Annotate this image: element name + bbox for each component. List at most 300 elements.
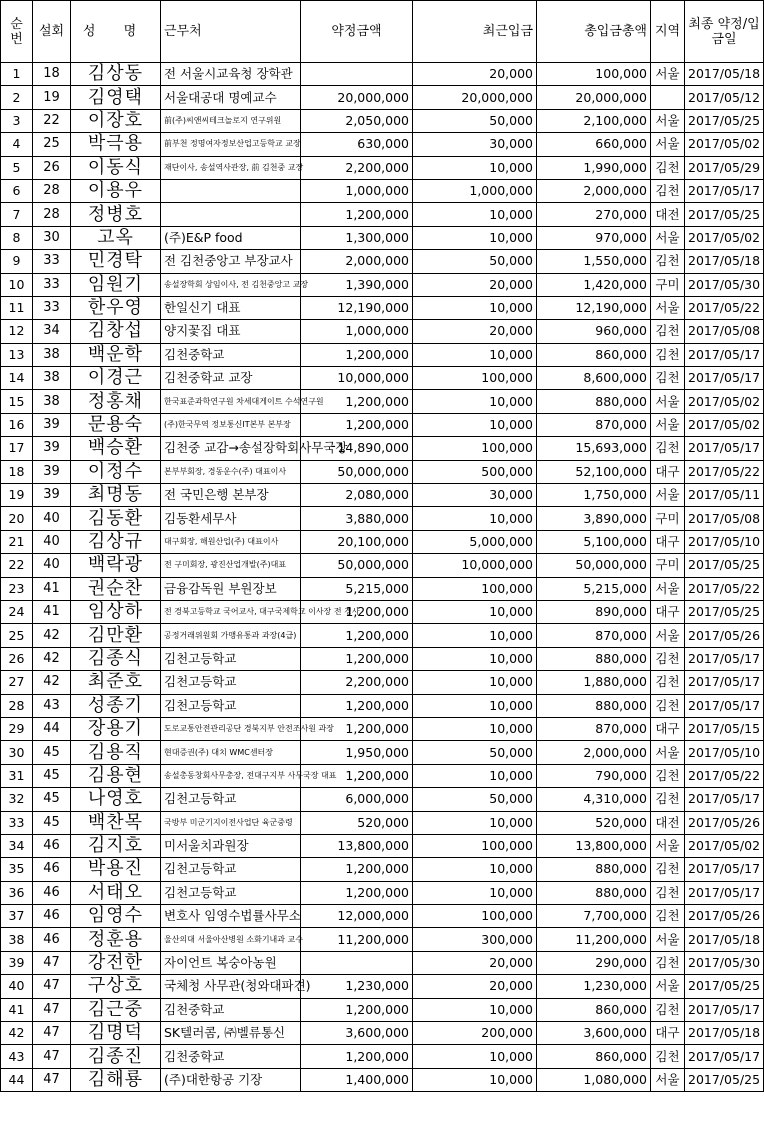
cell-region: 김천 xyxy=(651,998,685,1021)
cell-work: 전 구미회장, 광진산업개발(주)대표 xyxy=(161,554,301,577)
cell-name: 김용현 xyxy=(71,764,161,787)
cell-recent: 20,000 xyxy=(413,320,537,343)
cell-recent: 10,000 xyxy=(413,390,537,413)
cell-no: 37 xyxy=(1,905,33,928)
cell-cert: 45 xyxy=(33,788,71,811)
cell-name: 김영택 xyxy=(71,86,161,109)
cell-region: 서울 xyxy=(651,834,685,857)
table-body xyxy=(1,63,764,1092)
cell-date: 2017/05/02 xyxy=(685,133,764,156)
cell-no: 1 xyxy=(1,63,33,86)
cell-name: 이동식 xyxy=(71,156,161,179)
cell-pledge: 14,890,000 xyxy=(301,437,413,460)
cell-total: 100,000 xyxy=(537,63,651,86)
cell-no: 16 xyxy=(1,413,33,436)
cell-region: 대구 xyxy=(651,1022,685,1045)
cell-recent: 20,000 xyxy=(413,975,537,998)
cell-work: 한국표준과학연구원 차세대게이트 수석연구원 xyxy=(161,390,301,413)
cell-no: 4 xyxy=(1,133,33,156)
cell-work: 공정거래위원회 가맹유통과 과장(4급) xyxy=(161,624,301,647)
cell-recent: 20,000 xyxy=(413,951,537,974)
cell-pledge: 1,200,000 xyxy=(301,881,413,904)
table-row xyxy=(1,484,764,507)
cell-cert: 33 xyxy=(33,273,71,296)
table-row xyxy=(1,437,764,460)
cell-date: 2017/05/30 xyxy=(685,951,764,974)
table-row xyxy=(1,788,764,811)
cell-work: (주)대한항공 기장 xyxy=(161,1068,301,1091)
cell-name: 김용직 xyxy=(71,741,161,764)
table-row xyxy=(1,109,764,132)
cell-pledge xyxy=(301,63,413,86)
cell-work: 송설총동창회사무총장, 전대구지부 사무국장 대표 xyxy=(161,764,301,787)
cell-pledge: 1,200,000 xyxy=(301,343,413,366)
cell-pledge: 1,200,000 xyxy=(301,1045,413,1068)
cell-date: 2017/05/25 xyxy=(685,554,764,577)
cell-recent: 10,000 xyxy=(413,647,537,670)
cell-no: 3 xyxy=(1,109,33,132)
cell-name: 문용숙 xyxy=(71,413,161,436)
cell-date: 2017/05/26 xyxy=(685,811,764,834)
cell-recent: 10,000,000 xyxy=(413,554,537,577)
cell-region: 구미 xyxy=(651,273,685,296)
cell-pledge: 12,190,000 xyxy=(301,296,413,319)
cell-pledge: 1,200,000 xyxy=(301,203,413,226)
cell-region: 김천 xyxy=(651,367,685,390)
cell-recent: 10,000 xyxy=(413,156,537,179)
cell-no: 17 xyxy=(1,437,33,460)
cell-cert: 47 xyxy=(33,975,71,998)
cell-region: 대구 xyxy=(651,460,685,483)
cell-total: 970,000 xyxy=(537,226,651,249)
cell-name: 이장호 xyxy=(71,109,161,132)
cell-region: 대구 xyxy=(651,600,685,623)
cell-date: 2017/05/17 xyxy=(685,647,764,670)
table-row xyxy=(1,367,764,390)
cell-no: 28 xyxy=(1,694,33,717)
cell-cert: 22 xyxy=(33,109,71,132)
cell-date: 2017/05/10 xyxy=(685,741,764,764)
cell-total: 870,000 xyxy=(537,717,651,740)
cell-date: 2017/05/15 xyxy=(685,717,764,740)
cell-cert: 28 xyxy=(33,179,71,202)
cell-total: 870,000 xyxy=(537,624,651,647)
cell-date: 2017/05/17 xyxy=(685,694,764,717)
cell-cert: 18 xyxy=(33,63,71,86)
cell-cert: 44 xyxy=(33,717,71,740)
cell-date: 2017/05/11 xyxy=(685,484,764,507)
cell-total: 1,230,000 xyxy=(537,975,651,998)
cell-cert: 30 xyxy=(33,226,71,249)
cell-name: 김상동 xyxy=(71,63,161,86)
cell-region: 김천 xyxy=(651,694,685,717)
cell-recent: 5,000,000 xyxy=(413,530,537,553)
cell-work: 대구회장, 해원산업(주) 대표이사 xyxy=(161,530,301,553)
cell-work: 김천고등학교 xyxy=(161,788,301,811)
cell-no: 22 xyxy=(1,554,33,577)
cell-name: 김상규 xyxy=(71,530,161,553)
cell-region: 서울 xyxy=(651,109,685,132)
cell-date: 2017/05/08 xyxy=(685,507,764,530)
table-row xyxy=(1,741,764,764)
cell-date: 2017/05/22 xyxy=(685,296,764,319)
cell-recent: 100,000 xyxy=(413,905,537,928)
cell-name: 김만환 xyxy=(71,624,161,647)
cell-region: 서울 xyxy=(651,390,685,413)
cell-name: 박극용 xyxy=(71,133,161,156)
cell-date: 2017/05/17 xyxy=(685,998,764,1021)
cell-work: 김천중학교 xyxy=(161,343,301,366)
cell-cert: 46 xyxy=(33,905,71,928)
cell-cert: 47 xyxy=(33,1022,71,1045)
header-region: 지역 xyxy=(651,1,685,63)
cell-work: 자이언트 복숭아농원 xyxy=(161,951,301,974)
cell-date: 2017/05/02 xyxy=(685,390,764,413)
cell-cert: 38 xyxy=(33,367,71,390)
cell-pledge: 11,200,000 xyxy=(301,928,413,951)
cell-date: 2017/05/17 xyxy=(685,881,764,904)
cell-no: 25 xyxy=(1,624,33,647)
cell-date: 2017/05/17 xyxy=(685,671,764,694)
cell-no: 39 xyxy=(1,951,33,974)
cell-pledge: 1,200,000 xyxy=(301,413,413,436)
table-header-row xyxy=(1,1,764,63)
cell-name: 백승환 xyxy=(71,437,161,460)
cell-work: 김천중 교감→송설장학회사무국장 xyxy=(161,437,301,460)
table-row xyxy=(1,179,764,202)
header-work: 근무처 xyxy=(161,1,301,63)
cell-pledge: 1,300,000 xyxy=(301,226,413,249)
cell-pledge: 1,200,000 xyxy=(301,600,413,623)
cell-no: 18 xyxy=(1,460,33,483)
cell-recent: 10,000 xyxy=(413,717,537,740)
cell-cert: 46 xyxy=(33,858,71,881)
cell-no: 38 xyxy=(1,928,33,951)
cell-pledge: 1,400,000 xyxy=(301,1068,413,1091)
header-cert: 설회 xyxy=(33,1,71,63)
cell-region: 서울 xyxy=(651,975,685,998)
cell-cert: 47 xyxy=(33,998,71,1021)
table-row xyxy=(1,577,764,600)
cell-region: 대구 xyxy=(651,717,685,740)
cell-work: 미서울치과원장 xyxy=(161,834,301,857)
table-row xyxy=(1,156,764,179)
table-row xyxy=(1,600,764,623)
cell-recent: 50,000 xyxy=(413,741,537,764)
cell-work: 금융감독원 부원장보 xyxy=(161,577,301,600)
table-row xyxy=(1,694,764,717)
cell-name: 권순찬 xyxy=(71,577,161,600)
cell-date: 2017/05/30 xyxy=(685,273,764,296)
table-row xyxy=(1,226,764,249)
table-row xyxy=(1,86,764,109)
cell-region: 서울 xyxy=(651,63,685,86)
cell-pledge xyxy=(301,951,413,974)
cell-pledge: 2,080,000 xyxy=(301,484,413,507)
cell-pledge: 1,200,000 xyxy=(301,624,413,647)
cell-recent: 50,000 xyxy=(413,788,537,811)
cell-cert: 28 xyxy=(33,203,71,226)
cell-cert: 39 xyxy=(33,484,71,507)
cell-name: 최준호 xyxy=(71,671,161,694)
cell-no: 6 xyxy=(1,179,33,202)
cell-total: 1,080,000 xyxy=(537,1068,651,1091)
cell-date: 2017/05/12 xyxy=(685,86,764,109)
table-row xyxy=(1,63,764,86)
cell-pledge: 1,390,000 xyxy=(301,273,413,296)
cell-name: 임원기 xyxy=(71,273,161,296)
cell-recent: 100,000 xyxy=(413,367,537,390)
cell-name: 백락광 xyxy=(71,554,161,577)
cell-region: 서울 xyxy=(651,1068,685,1091)
cell-pledge: 630,000 xyxy=(301,133,413,156)
cell-work: 전 경북고등학교 국어교사, 대구국제학교 이사장 전 경사 xyxy=(161,600,301,623)
cell-total: 880,000 xyxy=(537,858,651,881)
cell-recent: 10,000 xyxy=(413,1045,537,1068)
cell-date: 2017/05/02 xyxy=(685,834,764,857)
cell-date: 2017/05/26 xyxy=(685,905,764,928)
cell-cert: 42 xyxy=(33,624,71,647)
cell-date: 2017/05/26 xyxy=(685,624,764,647)
cell-date: 2017/05/17 xyxy=(685,788,764,811)
cell-date: 2017/05/25 xyxy=(685,109,764,132)
cell-work: (주)E&P food xyxy=(161,226,301,249)
table-row xyxy=(1,834,764,857)
cell-pledge: 1,200,000 xyxy=(301,647,413,670)
table-row xyxy=(1,460,764,483)
table-row xyxy=(1,203,764,226)
cell-total: 960,000 xyxy=(537,320,651,343)
cell-cert: 38 xyxy=(33,343,71,366)
cell-total: 13,800,000 xyxy=(537,834,651,857)
cell-work: 국방부 미군기지이전사업단 육군중령 xyxy=(161,811,301,834)
cell-pledge: 20,000,000 xyxy=(301,86,413,109)
cell-work: 김천중학교 xyxy=(161,1045,301,1068)
cell-name: 민경탁 xyxy=(71,250,161,273)
cell-date: 2017/05/17 xyxy=(685,367,764,390)
cell-pledge: 12,000,000 xyxy=(301,905,413,928)
cell-name: 이경근 xyxy=(71,367,161,390)
cell-name: 김명덕 xyxy=(71,1022,161,1045)
cell-pledge: 1,200,000 xyxy=(301,717,413,740)
cell-name: 임상하 xyxy=(71,600,161,623)
cell-cert: 46 xyxy=(33,928,71,951)
cell-date: 2017/05/02 xyxy=(685,226,764,249)
cell-name: 김종진 xyxy=(71,1045,161,1068)
table-row xyxy=(1,811,764,834)
cell-total: 4,310,000 xyxy=(537,788,651,811)
cell-name: 성종기 xyxy=(71,694,161,717)
cell-recent: 20,000,000 xyxy=(413,86,537,109)
cell-total: 15,693,000 xyxy=(537,437,651,460)
cell-pledge: 1,000,000 xyxy=(301,179,413,202)
cell-total: 270,000 xyxy=(537,203,651,226)
cell-pledge: 1,950,000 xyxy=(301,741,413,764)
cell-name: 강전한 xyxy=(71,951,161,974)
cell-no: 40 xyxy=(1,975,33,998)
cell-no: 30 xyxy=(1,741,33,764)
cell-total: 860,000 xyxy=(537,1045,651,1068)
cell-work: 김천고등학교 xyxy=(161,858,301,881)
table-row xyxy=(1,507,764,530)
cell-pledge: 5,215,000 xyxy=(301,577,413,600)
cell-work: 김천중학교 교장 xyxy=(161,367,301,390)
cell-total: 11,200,000 xyxy=(537,928,651,951)
cell-total: 8,600,000 xyxy=(537,367,651,390)
cell-total: 1,990,000 xyxy=(537,156,651,179)
cell-region: 구미 xyxy=(651,554,685,577)
cell-cert: 40 xyxy=(33,554,71,577)
table-row xyxy=(1,530,764,553)
table-row xyxy=(1,998,764,1021)
cell-recent: 10,000 xyxy=(413,343,537,366)
cell-work: 전 국민은행 본부장 xyxy=(161,484,301,507)
cell-recent: 10,000 xyxy=(413,624,537,647)
cell-work: 김동환세무사 xyxy=(161,507,301,530)
table-row xyxy=(1,1022,764,1045)
cell-date: 2017/05/25 xyxy=(685,975,764,998)
cell-name: 최명동 xyxy=(71,484,161,507)
cell-total: 660,000 xyxy=(537,133,651,156)
cell-total: 290,000 xyxy=(537,951,651,974)
cell-no: 5 xyxy=(1,156,33,179)
cell-date: 2017/05/18 xyxy=(685,250,764,273)
cell-region: 김천 xyxy=(651,156,685,179)
cell-recent: 10,000 xyxy=(413,507,537,530)
cell-total: 1,420,000 xyxy=(537,273,651,296)
cell-pledge: 1,200,000 xyxy=(301,390,413,413)
header-no: 순번 xyxy=(1,1,33,63)
table-row xyxy=(1,133,764,156)
cell-recent: 10,000 xyxy=(413,811,537,834)
cell-name: 김동환 xyxy=(71,507,161,530)
cell-pledge: 1,200,000 xyxy=(301,998,413,1021)
cell-name: 김근중 xyxy=(71,998,161,1021)
cell-no: 34 xyxy=(1,834,33,857)
cell-recent: 10,000 xyxy=(413,671,537,694)
cell-name: 정홍채 xyxy=(71,390,161,413)
cell-cert: 47 xyxy=(33,951,71,974)
cell-name: 백찬목 xyxy=(71,811,161,834)
table-row xyxy=(1,343,764,366)
cell-work: 변호사 임영수법률사무소 xyxy=(161,905,301,928)
cell-region: 김천 xyxy=(651,788,685,811)
cell-date: 2017/05/25 xyxy=(685,203,764,226)
cell-work: 송설장학회 상임이사, 전 김천중앙고 교장 xyxy=(161,273,301,296)
cell-region: 김천 xyxy=(651,858,685,881)
cell-no: 13 xyxy=(1,343,33,366)
cell-cert: 39 xyxy=(33,437,71,460)
cell-region: 서울 xyxy=(651,296,685,319)
cell-no: 20 xyxy=(1,507,33,530)
table-row xyxy=(1,764,764,787)
cell-region: 김천 xyxy=(651,1045,685,1068)
cell-region: 김천 xyxy=(651,647,685,670)
cell-no: 14 xyxy=(1,367,33,390)
cell-cert: 45 xyxy=(33,764,71,787)
cell-pledge: 13,800,000 xyxy=(301,834,413,857)
cell-recent: 10,000 xyxy=(413,203,537,226)
cell-total: 52,100,000 xyxy=(537,460,651,483)
cell-date: 2017/05/17 xyxy=(685,858,764,881)
table-row xyxy=(1,390,764,413)
table-row xyxy=(1,250,764,273)
cell-no: 32 xyxy=(1,788,33,811)
cell-name: 구상호 xyxy=(71,975,161,998)
cell-work: 현대증권(주) 대치 WMC센터장 xyxy=(161,741,301,764)
table-row xyxy=(1,273,764,296)
cell-pledge: 2,200,000 xyxy=(301,156,413,179)
cell-pledge: 520,000 xyxy=(301,811,413,834)
cell-cert: 41 xyxy=(33,600,71,623)
cell-region: 서울 xyxy=(651,928,685,951)
cell-work: 울산의대 서울아산병원 소화기내과 교수 xyxy=(161,928,301,951)
cell-recent: 10,000 xyxy=(413,858,537,881)
cell-no: 11 xyxy=(1,296,33,319)
cell-date: 2017/05/17 xyxy=(685,179,764,202)
cell-total: 12,190,000 xyxy=(537,296,651,319)
cell-cert: 47 xyxy=(33,1045,71,1068)
cell-work: 서울대공대 명예교수 xyxy=(161,86,301,109)
cell-total: 860,000 xyxy=(537,998,651,1021)
cell-work: 김천고등학교 xyxy=(161,694,301,717)
cell-total: 5,100,000 xyxy=(537,530,651,553)
table-row xyxy=(1,554,764,577)
cell-total: 870,000 xyxy=(537,413,651,436)
cell-no: 33 xyxy=(1,811,33,834)
cell-cert: 41 xyxy=(33,577,71,600)
cell-work: 전 김천중앙고 부장교사 xyxy=(161,250,301,273)
cell-recent: 300,000 xyxy=(413,928,537,951)
cell-region xyxy=(651,86,685,109)
header-name: 성 명 xyxy=(71,1,161,63)
cell-name: 김창섭 xyxy=(71,320,161,343)
cell-total: 50,000,000 xyxy=(537,554,651,577)
cell-date: 2017/05/18 xyxy=(685,63,764,86)
cell-date: 2017/05/25 xyxy=(685,1068,764,1091)
cell-name: 임영수 xyxy=(71,905,161,928)
cell-recent: 10,000 xyxy=(413,881,537,904)
cell-region: 대구 xyxy=(651,530,685,553)
cell-total: 5,215,000 xyxy=(537,577,651,600)
cell-no: 2 xyxy=(1,86,33,109)
cell-pledge: 2,050,000 xyxy=(301,109,413,132)
cell-cert: 33 xyxy=(33,296,71,319)
cell-work: 도로교통안전관리공단 경북지부 안전조사원 과장 xyxy=(161,717,301,740)
cell-name: 나영호 xyxy=(71,788,161,811)
table-row xyxy=(1,1068,764,1091)
cell-recent: 10,000 xyxy=(413,413,537,436)
cell-work: 김천고등학교 xyxy=(161,881,301,904)
cell-region: 김천 xyxy=(651,764,685,787)
cell-no: 10 xyxy=(1,273,33,296)
table-row xyxy=(1,928,764,951)
cell-total: 1,750,000 xyxy=(537,484,651,507)
cell-recent: 200,000 xyxy=(413,1022,537,1045)
cell-no: 26 xyxy=(1,647,33,670)
cell-date: 2017/05/17 xyxy=(685,1045,764,1068)
cell-work xyxy=(161,203,301,226)
cell-total: 520,000 xyxy=(537,811,651,834)
cell-total: 20,000,000 xyxy=(537,86,651,109)
cell-no: 29 xyxy=(1,717,33,740)
cell-cert: 38 xyxy=(33,390,71,413)
cell-no: 27 xyxy=(1,671,33,694)
cell-no: 44 xyxy=(1,1068,33,1091)
cell-cert: 46 xyxy=(33,834,71,857)
cell-region: 서울 xyxy=(651,577,685,600)
cell-name: 정훈용 xyxy=(71,928,161,951)
